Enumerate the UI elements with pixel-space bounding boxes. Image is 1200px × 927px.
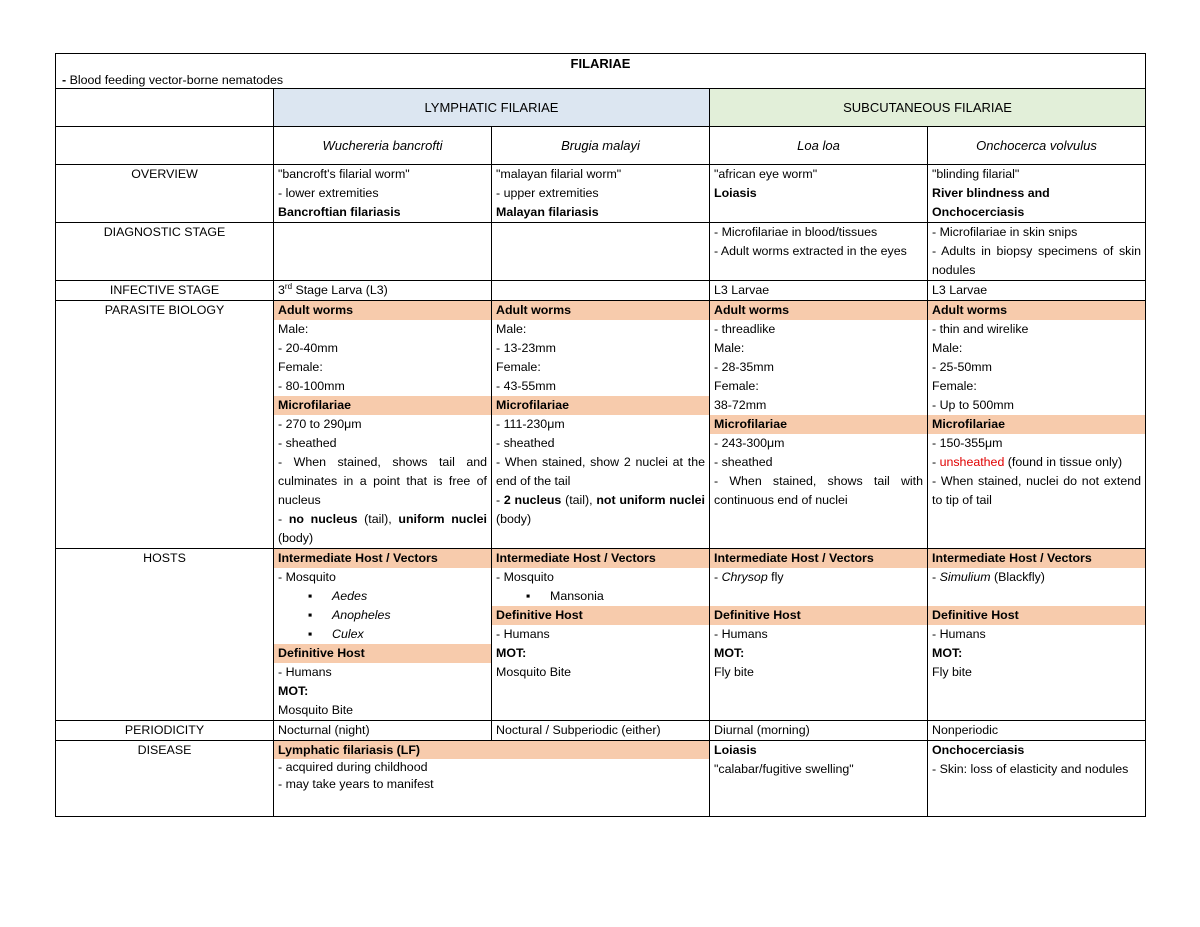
vector-line (714, 568, 923, 587)
biology-line: 38-72mm (714, 398, 767, 412)
overview-nick: "african eye worm" (714, 167, 818, 181)
diagnostic-line: - Adults in biopsy specimens of skin nodules (932, 244, 1141, 277)
microfilariae-header: Microfilariae (492, 396, 709, 415)
spacer (714, 587, 923, 606)
biology-line: - sheathed (714, 455, 773, 469)
species-brugia: Brugia malayi (492, 127, 710, 165)
diagnostic-line: - Microfilariae in skin snips (932, 225, 1078, 239)
row-label-infective: INFECTIVE STAGE (56, 281, 274, 301)
hosts-ov (928, 549, 1146, 721)
overview-site: - upper extremities (496, 186, 599, 200)
vector-line (932, 568, 1141, 587)
biology-line: Male: (932, 341, 963, 355)
biology-line: - threadlike (714, 322, 776, 336)
biology-line: - When stained, shows tail and culminates in a point that is free of nucleus (278, 455, 487, 507)
text: (found in tissue only) (1004, 455, 1123, 469)
microfilariae-header: Microfilariae (274, 396, 491, 415)
overview-disease: Malayan filariasis (496, 205, 599, 219)
periodicity-bm: Noctural / Subperiodic (either) (492, 721, 710, 741)
intermediate-host-header: Intermediate Host / Vectors (274, 549, 491, 568)
definitive-host-value: - Humans (714, 627, 768, 641)
overview-disease: Onchocerciasis (932, 205, 1025, 219)
spacer (932, 587, 1141, 606)
vector-line: - Mosquito (496, 570, 554, 584)
text: (Blackfly) (990, 570, 1045, 584)
infective-wb (274, 281, 492, 301)
adult-worms-header: Adult worms (274, 301, 491, 320)
biology-line: - thin and wirelike (932, 322, 1029, 336)
biology-line: Male: (278, 322, 309, 336)
biology-row (56, 301, 1146, 549)
intermediate-host-header: Intermediate Host / Vectors (928, 549, 1145, 568)
vector-genus: Simulium (939, 570, 991, 584)
dash: - (278, 512, 289, 526)
biology-line (496, 491, 705, 529)
title-cell (56, 54, 1146, 89)
group-subcutaneous: SUBCUTANEOUS FILARIAE (710, 89, 1146, 127)
biology-line: - 20-40mm (278, 341, 338, 355)
biology-line: - When stained, show 2 nuclei at the end of the tail (496, 455, 705, 488)
biology-line: - 43-55mm (496, 379, 556, 393)
periodicity-ll: Diurnal (morning) (710, 721, 928, 741)
hosts-row (56, 549, 1146, 721)
hosts-ll (710, 549, 928, 721)
overview-wb (274, 165, 492, 223)
dash: - (932, 455, 940, 469)
diagnostic-bm (492, 223, 710, 281)
biology-line: - sheathed (496, 436, 555, 450)
dash: - (496, 493, 504, 507)
bullet-text: Mansonia (550, 589, 604, 603)
biology-line: Female: (496, 360, 541, 374)
disease-row (56, 741, 1146, 817)
intermediate-host-header: Intermediate Host / Vectors (492, 549, 709, 568)
mot-value: Fly bite (714, 665, 754, 679)
row-label-hosts: HOSTS (56, 549, 274, 721)
disease-lymphatic (274, 741, 710, 817)
table-title: FILARIAE (570, 56, 631, 71)
unsheathed-text: unsheathed (939, 455, 1005, 469)
biology-line: - 28-35mm (714, 360, 774, 374)
overview-ov (928, 165, 1146, 223)
bullet-item (278, 606, 487, 625)
bullet-icon: ▪ (526, 589, 531, 603)
infective-ll: L3 Larvae (710, 281, 928, 301)
periodicity-row (56, 721, 1146, 741)
bullet-text: Culex (332, 627, 364, 641)
nucleus-tail: 2 nucleus (503, 493, 562, 507)
biology-bm (492, 301, 710, 549)
bullet-icon: ▪ (308, 589, 313, 603)
biology-line (278, 510, 487, 548)
filariae-table (55, 53, 1146, 817)
mot-label: MOT: (278, 684, 309, 698)
overview-bm (492, 165, 710, 223)
subtitle-dash: - (62, 73, 67, 87)
bullet-icon: ▪ (308, 627, 313, 641)
bullet-item (278, 625, 487, 644)
title-row (56, 54, 1146, 89)
subtitle-text: Blood feeding vector-borne nematodes (69, 73, 284, 87)
infective-bm (492, 281, 710, 301)
biology-line: Male: (714, 341, 745, 355)
microfilariae-header: Microfilariae (710, 415, 927, 434)
disease-line: - may take years to manifest (278, 777, 434, 791)
bullet-item (278, 587, 487, 606)
disease-desc: - Skin: loss of elasticity and nodules (932, 762, 1129, 776)
intermediate-host-header: Intermediate Host / Vectors (710, 549, 927, 568)
definitive-host-header: Definitive Host (492, 606, 709, 625)
biology-line: - 270 to 290μm (278, 417, 362, 431)
definitive-host-header: Definitive Host (710, 606, 927, 625)
text: (body) (496, 512, 532, 526)
disease-ov (928, 741, 1146, 817)
vector-line: - Mosquito (278, 570, 336, 584)
species-row (56, 127, 1146, 165)
overview-nick: "bancroft's filarial worm" (278, 167, 410, 181)
disease-ll (710, 741, 928, 817)
nucleus-tail: no nucleus (288, 512, 358, 526)
group-row (56, 89, 1146, 127)
biology-line: - 111-230μm (496, 417, 565, 431)
vector-genus: Chrysop (721, 570, 768, 584)
table-subtitle (62, 72, 1139, 88)
adult-worms-header: Adult worms (928, 301, 1145, 320)
bullet-icon: ▪ (308, 608, 313, 622)
diagnostic-wb (274, 223, 492, 281)
group-lymphatic: LYMPHATIC FILARIAE (274, 89, 710, 127)
adult-worms-header: Adult worms (492, 301, 709, 320)
dash: - (714, 570, 722, 584)
biology-ll (710, 301, 928, 549)
empty-cell (56, 89, 274, 127)
mot-value: Mosquito Bite (278, 703, 354, 717)
overview-disease: Loiasis (714, 186, 757, 200)
mot-value: Fly bite (932, 665, 972, 679)
overview-nick: "malayan filarial worm" (496, 167, 622, 181)
overview-nick: "blinding filarial" (932, 167, 1020, 181)
mot-value: Mosquito Bite (496, 665, 572, 679)
bullet-text: Anopheles (332, 608, 391, 622)
infective-text: Stage Larva (L3) (292, 283, 388, 297)
diagnostic-ll (710, 223, 928, 281)
biology-line: Female: (932, 379, 977, 393)
text: (tail), (561, 493, 597, 507)
biology-line: - When stained, nuclei do not extend to tip of tail (932, 474, 1141, 507)
disease-name: Onchocerciasis (932, 743, 1025, 757)
row-label-diagnostic: DIAGNOSTIC STAGE (56, 223, 274, 281)
row-label-overview: OVERVIEW (56, 165, 274, 223)
text: fly (767, 570, 784, 584)
hosts-wb (274, 549, 492, 721)
biology-line: - 13-23mm (496, 341, 556, 355)
biology-line: - sheathed (278, 436, 337, 450)
biology-line: Male: (496, 322, 527, 336)
infective-sup: rd (284, 281, 293, 291)
nucleus-body: not uniform nuclei (596, 493, 705, 507)
disease-line: - acquired during childhood (278, 760, 428, 774)
biology-line: - 25-50mm (932, 360, 992, 374)
disease-desc: "calabar/fugitive swelling" (714, 762, 854, 776)
biology-wb (274, 301, 492, 549)
diagnostic-ov (928, 223, 1146, 281)
periodicity-wb: Nocturnal (night) (274, 721, 492, 741)
microfilariae-header: Microfilariae (928, 415, 1145, 434)
overview-disease: Bancroftian filariasis (278, 205, 401, 219)
adult-worms-header: Adult worms (710, 301, 927, 320)
species-onchocerca: Onchocerca volvulus (928, 127, 1146, 165)
biology-line: Female: (278, 360, 323, 374)
bullet-item (496, 587, 705, 606)
disease-name: Loiasis (714, 743, 757, 757)
dash: - (932, 570, 940, 584)
disease-lf-header: Lymphatic filariasis (LF) (274, 741, 709, 759)
definitive-host-value: - Humans (932, 627, 986, 641)
row-label-biology: PARASITE BIOLOGY (56, 301, 274, 549)
text: (body) (278, 531, 314, 545)
biology-line: - Up to 500mm (932, 398, 1014, 412)
infective-row (56, 281, 1146, 301)
definitive-host-value: - Humans (278, 665, 332, 679)
biology-line: Female: (714, 379, 759, 393)
row-label-disease: DISEASE (56, 741, 274, 817)
bullet-text: Aedes (332, 589, 368, 603)
diagnostic-line: - Adult worms extracted in the eyes (714, 244, 907, 258)
mot-label: MOT: (496, 646, 527, 660)
definitive-host-value: - Humans (496, 627, 550, 641)
biology-line: - 150-355μm (932, 436, 1003, 450)
diagnostic-line: - Microfilariae in blood/tissues (714, 225, 878, 239)
periodicity-ov: Nonperiodic (928, 721, 1146, 741)
biology-line: - 243-300μm (714, 436, 785, 450)
hosts-bm (492, 549, 710, 721)
overview-site: - lower extremities (278, 186, 379, 200)
definitive-host-header: Definitive Host (928, 606, 1145, 625)
definitive-host-header: Definitive Host (274, 644, 491, 663)
species-wuchereria: Wuchereria bancrofti (274, 127, 492, 165)
biology-ov (928, 301, 1146, 549)
mot-label: MOT: (932, 646, 963, 660)
infective-ov: L3 Larvae (928, 281, 1146, 301)
overview-ll (710, 165, 928, 223)
species-loa: Loa loa (710, 127, 928, 165)
overview-row (56, 165, 1146, 223)
biology-line: - When stained, shows tail with continuous end of nuclei (714, 474, 923, 507)
biology-line: - 80-100mm (278, 379, 345, 393)
text: (tail), (357, 512, 399, 526)
empty-cell (56, 127, 274, 165)
biology-line (932, 453, 1141, 472)
row-label-periodicity: PERIODICITY (56, 721, 274, 741)
diagnostic-row (56, 223, 1146, 281)
overview-disease: River blindness and (932, 186, 1050, 200)
nucleus-body: uniform nuclei (398, 512, 487, 526)
infective-num: 3 (278, 283, 285, 297)
mot-label: MOT: (714, 646, 745, 660)
